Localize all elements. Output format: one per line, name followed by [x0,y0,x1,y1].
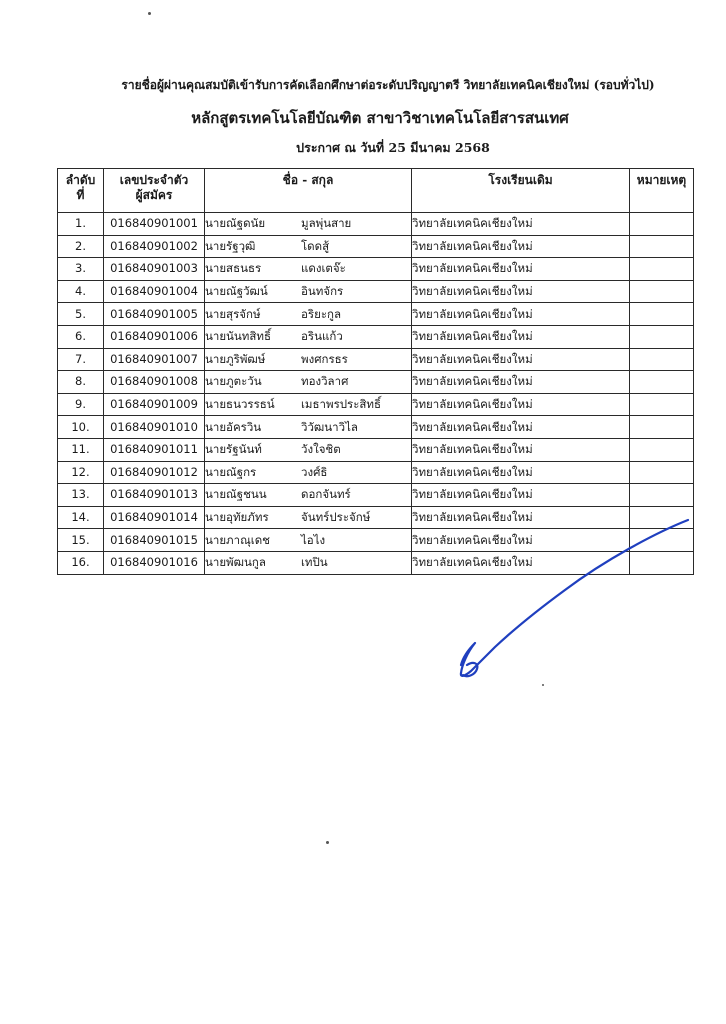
column-header-no-line1: ลำดับ [65,173,96,187]
cell-remark [630,235,694,258]
cell-applicant-id: 016840901003 [104,258,205,281]
cell-remark [630,484,694,507]
cell-applicant-id: 016840901012 [104,461,205,484]
first-name: นายอัครวิน [205,419,262,434]
cell-applicant-id: 016840901006 [104,325,205,348]
table-row [58,280,694,303]
cell-previous-school: วิทยาลัยเทคนิคเชียงใหม่ [412,348,630,371]
table-row [58,438,694,461]
first-name: นายภูตะวัน [205,374,262,389]
last-name: แดงเตจ๊ะ [301,261,346,276]
cell-previous-school: วิทยาลัยเทคนิคเชียงใหม่ [412,235,630,258]
table-row [58,461,694,484]
column-header-applicant-id [104,169,205,213]
cell-previous-school: วิทยาลัยเทคนิคเชียงใหม่ [412,461,630,484]
table-header-row [58,169,694,213]
column-header-name: ชื่อ - สกุล [205,169,412,213]
signature-stroke [461,520,688,676]
cell-applicant-id: 016840901007 [104,348,205,371]
announcement-date: ประกาศ ณ วันที่ 25 มีนาคม 2568 [296,140,490,155]
first-name: นายภาณุเดช [205,532,270,547]
cell-applicant-id: 016840901002 [104,235,205,258]
table-row [58,416,694,439]
cell-full-name [205,325,412,348]
cell-order-no: 13. [58,484,104,507]
cell-full-name [205,258,412,281]
cell-previous-school: วิทยาลัยเทคนิคเชียงใหม่ [412,438,630,461]
cell-remark [630,303,694,326]
cell-applicant-id: 016840901008 [104,371,205,394]
cell-order-no: 11. [58,438,104,461]
table-row [58,371,694,394]
table-row [58,393,694,416]
cell-remark [630,438,694,461]
last-name: ทองวิลาศ [301,374,349,389]
cell-applicant-id: 016840901009 [104,393,205,416]
cell-order-no: 2. [58,235,104,258]
first-name: นายพัฒนกูล [205,555,266,570]
cell-previous-school: วิทยาลัยเทคนิคเชียงใหม่ [412,213,630,236]
first-name: นายณัฐวัฒน์ [205,284,268,299]
cell-full-name [205,484,412,507]
cell-remark [630,416,694,439]
last-name: เทปิน [301,555,328,570]
cell-remark [630,258,694,281]
cell-full-name [205,235,412,258]
first-name: นายธนวรรธน์ [205,397,275,412]
cell-applicant-id: 016840901005 [104,303,205,326]
cell-previous-school: วิทยาลัยเทคนิคเชียงใหม่ [412,371,630,394]
table-row [58,213,694,236]
first-name: นายภูริพัฒษ์ [205,351,266,366]
first-name: นายณัฐชนน [205,487,267,502]
cell-previous-school: วิทยาลัยเทคนิคเชียงใหม่ [412,258,630,281]
cell-order-no: 15. [58,529,104,552]
last-name: โดดสู้ [301,238,330,253]
program-title: หลักสูตรเทคโนโลยีบัณฑิต สาขาวิชาเทคโนโลยีสารสนเทศ [191,109,569,127]
cell-applicant-id: 016840901013 [104,484,205,507]
cell-previous-school: วิทยาลัยเทคนิคเชียงใหม่ [412,551,630,574]
table-row [58,258,694,281]
cell-full-name [205,506,412,529]
cell-previous-school: วิทยาลัยเทคนิคเชียงใหม่ [412,529,630,552]
cell-applicant-id: 016840901016 [104,551,205,574]
cell-full-name [205,551,412,574]
last-name: ไอไง [301,532,326,547]
signature [455,515,695,685]
column-header-remark: หมายเหตุ [630,169,694,213]
cell-order-no: 10. [58,416,104,439]
cell-order-no: 16. [58,551,104,574]
scan-speck [148,12,151,15]
table-row [58,348,694,371]
cell-full-name [205,371,412,394]
cell-previous-school: วิทยาลัยเทคนิคเชียงใหม่ [412,416,630,439]
cell-order-no: 6. [58,325,104,348]
cell-full-name [205,348,412,371]
cell-applicant-id: 016840901004 [104,280,205,303]
cell-remark [630,280,694,303]
cell-applicant-id: 016840901015 [104,529,205,552]
cell-applicant-id: 016840901014 [104,506,205,529]
first-name: นายสุรจักษ์ [205,306,261,321]
column-header-no [58,169,104,213]
first-name: นายรัฐนันท์ [205,442,262,457]
cell-previous-school: วิทยาลัยเทคนิคเชียงใหม่ [412,280,630,303]
column-header-school: โรงเรียนเดิม [412,169,630,213]
cell-order-no: 8. [58,371,104,394]
cell-full-name [205,393,412,416]
last-name: พงศกรธร [301,351,348,366]
cell-order-no: 3. [58,258,104,281]
cell-remark [630,213,694,236]
first-name: นายณัฐดนัย [205,216,266,231]
cell-previous-school: วิทยาลัยเทคนิคเชียงใหม่ [412,303,630,326]
cell-applicant-id: 016840901010 [104,416,205,439]
last-name: อินทจักร [301,284,344,299]
cell-order-no: 12. [58,461,104,484]
table-row [58,235,694,258]
cell-full-name [205,213,412,236]
table-row [58,303,694,326]
last-name: วังใจชิต [301,442,341,457]
last-name: มูลพุ่นสาย [301,216,352,231]
cell-full-name [205,303,412,326]
last-name: ดอกจันทร์ [301,487,351,502]
first-name: นายสธนธร [205,261,262,276]
cell-order-no: 7. [58,348,104,371]
cell-order-no: 9. [58,393,104,416]
cell-order-no: 5. [58,303,104,326]
last-name: อรินแก้ว [301,329,343,344]
first-name: นายอุทัยภัทร [205,510,269,525]
cell-order-no: 1. [58,213,104,236]
cell-previous-school: วิทยาลัยเทคนิคเชียงใหม่ [412,484,630,507]
column-header-id-line2: ผู้สมัคร [135,188,173,202]
cell-remark [630,393,694,416]
last-name: วงศ์ธิ [301,464,328,479]
table-row [58,484,694,507]
cell-previous-school: วิทยาลัยเทคนิคเชียงใหม่ [412,506,630,529]
cell-remark [630,325,694,348]
last-name: จันทร์ประจักษ์ [301,510,371,525]
cell-previous-school: วิทยาลัยเทคนิคเชียงใหม่ [412,393,630,416]
cell-full-name [205,529,412,552]
first-name: นายนันทสิทธิ์ [205,329,271,344]
cell-order-no: 14. [58,506,104,529]
cell-applicant-id: 016840901011 [104,438,205,461]
cell-full-name [205,438,412,461]
column-header-no-line2: ที่ [76,188,85,202]
cell-applicant-id: 016840901001 [104,213,205,236]
first-name: นายณัฐกร [205,464,257,479]
cell-remark [630,461,694,484]
last-name: เมธาพรประสิทธิ์ [301,397,382,412]
cell-order-no: 4. [58,280,104,303]
table-row [58,325,694,348]
first-name: นายรัฐวุฒิ [205,238,256,253]
cell-full-name [205,461,412,484]
cell-full-name [205,416,412,439]
last-name: อริยะกูล [301,306,342,321]
column-header-id-line1: เลขประจำตัว [119,173,189,187]
scan-speck [326,841,329,844]
cell-previous-school: วิทยาลัยเทคนิคเชียงใหม่ [412,325,630,348]
cell-remark [630,348,694,371]
announcement-title: รายชื่อผู้ผ่านคุณสมบัติเข้ารับการคัดเลือกศึกษาต่อระดับปริญญาตรี วิทยาลัยเทคนิคเชียงใหม่ (รอบทั่วไป) [121,78,655,92]
last-name: วิวัฒนาวิไล [301,419,358,434]
cell-full-name [205,280,412,303]
applicant-table [57,168,694,575]
cell-remark [630,371,694,394]
